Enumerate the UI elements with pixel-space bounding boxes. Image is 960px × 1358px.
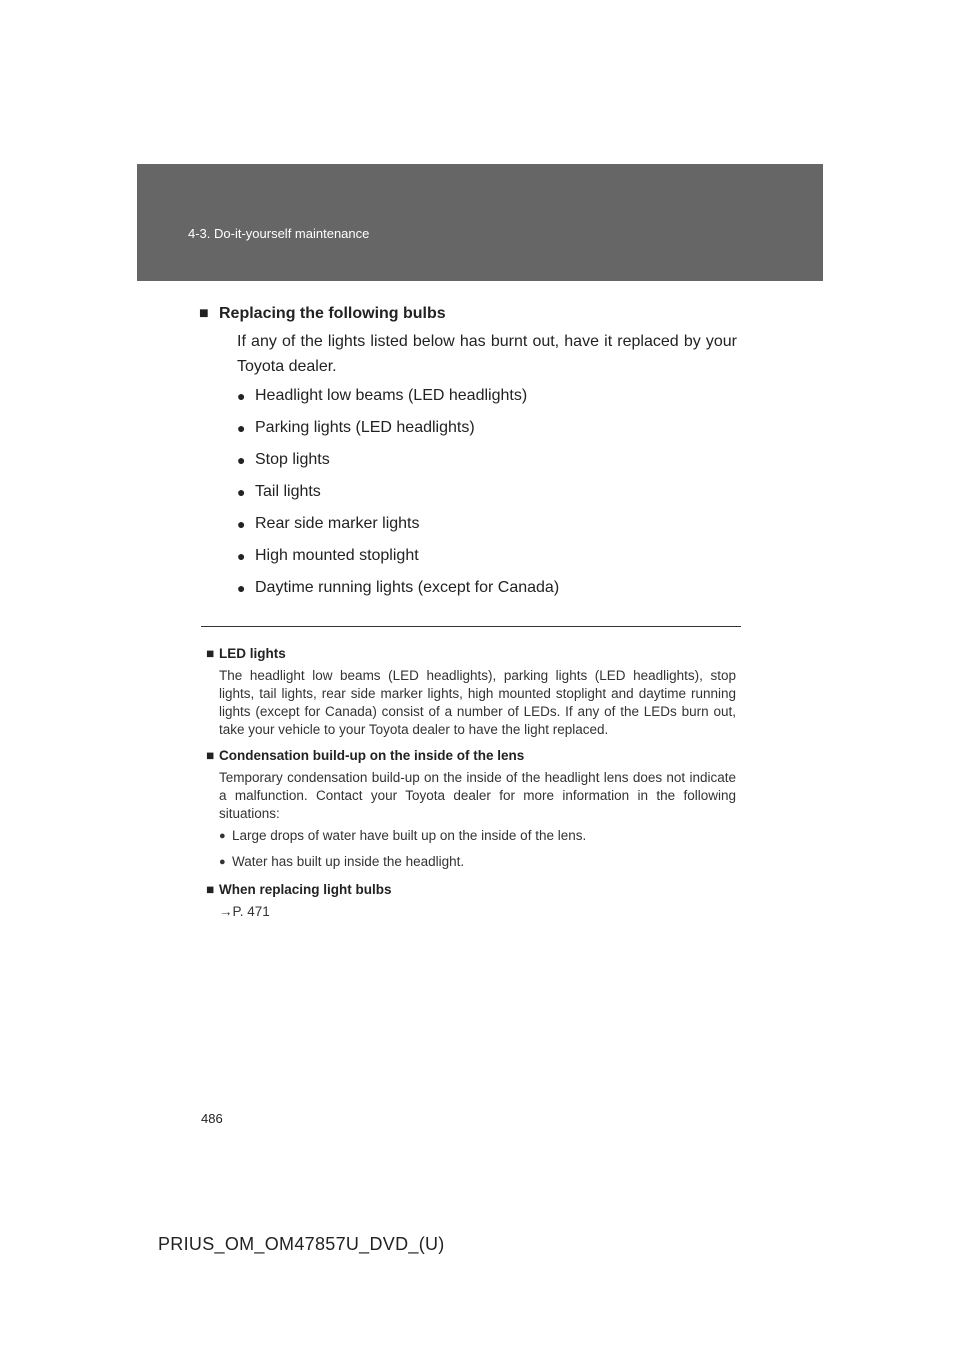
list-item: ● Water has built up inside the headlight. (219, 853, 736, 879)
document-code: PRIUS_OM_OM47857U_DVD_(U) (158, 1234, 445, 1254)
square-bullet-icon: ■ (206, 748, 215, 763)
list-item: ● Stop lights (237, 449, 737, 481)
note-text-led: The headlight low beams (LED headlights), parking lights (LED headlights), stop lights, tail lights, rear side marker lights, high mounted stoplight and daytime running lights (except for Canada) consist of a number of LEDs. If any of the LEDs burn out, take your vehicle to your Toyota dealer to have the light replaced. (219, 668, 736, 737)
circle-bullet-icon: ● (219, 830, 226, 842)
square-bullet-icon: ■ (199, 305, 209, 322)
section-label: 4-3. Do-it-yourself maintenance (188, 226, 370, 241)
circle-bullet-icon: ● (237, 580, 246, 596)
list-item: ● High mounted stoplight (237, 545, 737, 577)
circle-bullet-icon: ● (237, 516, 246, 532)
main-content (199, 303, 737, 609)
list-item: ● Parking lights (LED headlights) (237, 417, 737, 449)
main-heading-text: Replacing the following bulbs (219, 305, 446, 322)
note-heading-condensation: ■ Condensation build-up on the inside of the lens (206, 748, 525, 763)
note-heading-led: ■ LED lights (206, 646, 286, 661)
list-item: ● Headlight low beams (LED headlights) (237, 385, 737, 417)
list-item: ● Tail lights (237, 481, 737, 513)
circle-bullet-icon: ● (219, 856, 226, 868)
list-item: ● Large drops of water have built up on the inside of the lens. (219, 827, 736, 853)
square-bullet-icon: ■ (206, 882, 215, 897)
section-header-band (137, 164, 823, 281)
square-bullet-icon: ■ (206, 646, 215, 661)
section-divider (201, 626, 741, 627)
circle-bullet-icon: ● (237, 388, 246, 404)
page-reference-link[interactable]: →P. 471 (219, 904, 270, 919)
note-heading-replacing: ■ When replacing light bulbs (206, 882, 392, 897)
bulb-list (237, 385, 737, 609)
list-item: ● Daytime running lights (except for Canada) (237, 577, 737, 609)
circle-bullet-icon: ● (237, 548, 246, 564)
circle-bullet-icon: ● (237, 420, 246, 436)
main-heading (199, 303, 737, 325)
page-number: 486 (201, 1111, 223, 1126)
circle-bullet-icon: ● (237, 452, 246, 468)
circle-bullet-icon: ● (237, 484, 246, 500)
intro-paragraph: If any of the lights listed below has burnt out, have it replaced by your Toyota dealer. (237, 333, 737, 375)
list-item: ● Rear side marker lights (237, 513, 737, 545)
condensation-list (219, 827, 736, 879)
notes-section (206, 645, 736, 921)
note-text-condensation: Temporary condensation build-up on the inside of the headlight lens does not indicate a malfunction. Contact your Toyota dealer for more information in the following situations: (219, 770, 736, 821)
